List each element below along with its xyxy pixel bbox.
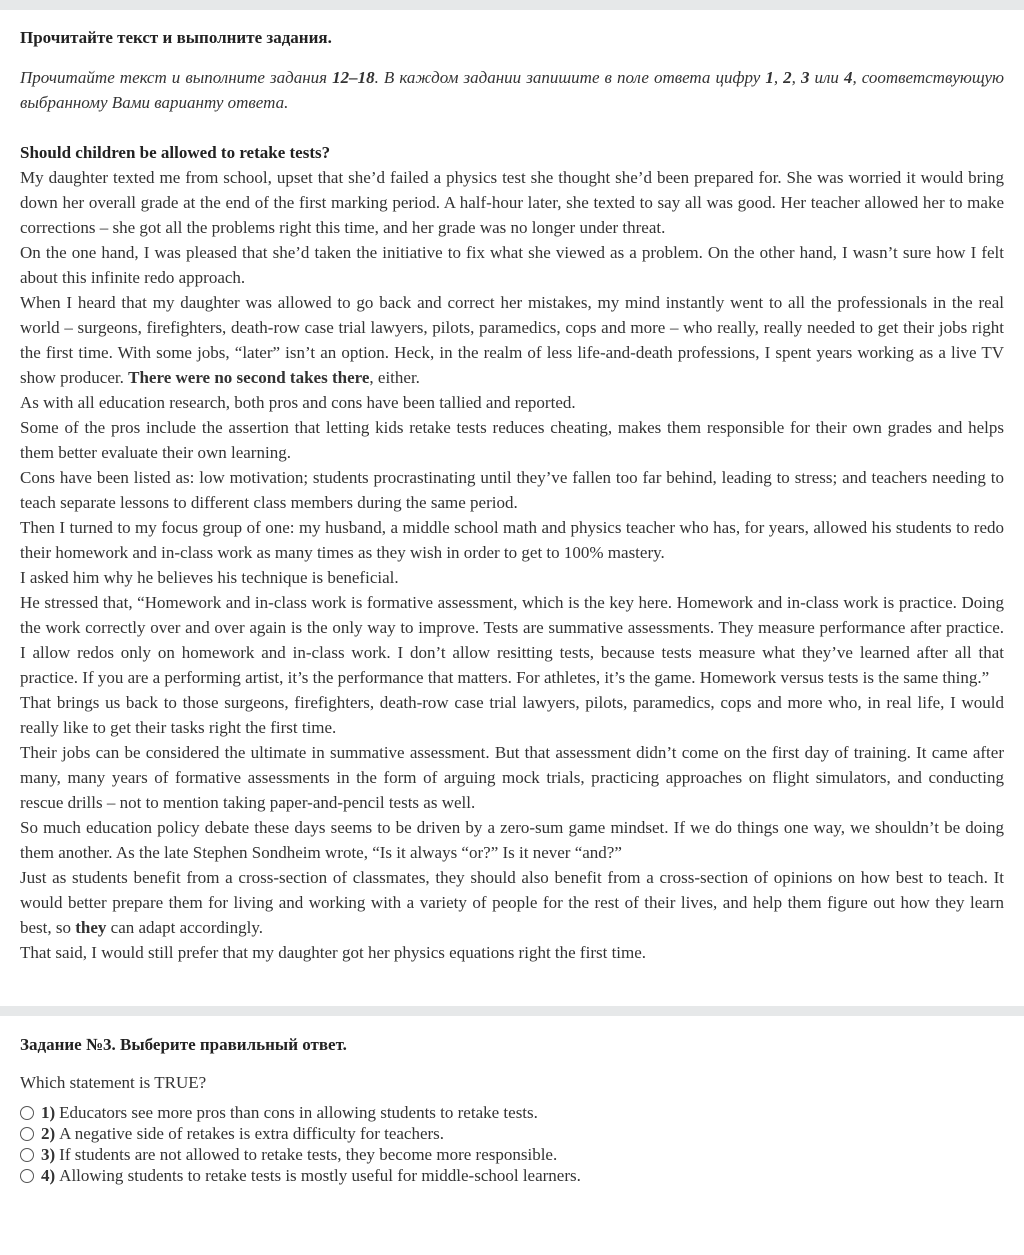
task-section (0, 1016, 1024, 1186)
option-number: 3) (41, 1145, 56, 1164)
article-paragraph: As with all education research, both pros and cons have been tallied and reported. (20, 393, 576, 412)
answer-options (20, 1102, 1004, 1186)
article-paragraph: I asked him why he believes his technique is beneficial. (20, 568, 399, 587)
option-text: Educators see more pros than cons in allowing students to retake tests. (59, 1103, 538, 1122)
article-title: Should children be allowed to retake tests? (20, 143, 331, 162)
task-range: 12–18 (332, 68, 375, 87)
reading-heading: Прочитайте текст и выполните задания. (20, 28, 332, 47)
radio-button-icon[interactable] (20, 1106, 34, 1120)
option-number: 2) (41, 1124, 56, 1143)
section-divider-band (0, 1006, 1024, 1016)
article-paragraph: That brings us back to those surgeons, firefighters, death-row case trial lawyers, pilots, paramedics, cops and more who, in real life, I would really like to get their tasks right the first time. (20, 693, 1004, 737)
option-number: 1) (41, 1103, 56, 1122)
article-paragraph: Some of the pros include the assertion that letting kids retake tests reduces cheating, makes them responsible for their own grades and helps them better evaluate their own learning. (20, 418, 1004, 462)
reading-section (0, 10, 1024, 965)
task-heading: Задание №3. Выберите правильный ответ. (20, 1035, 347, 1054)
radio-button-icon[interactable] (20, 1169, 34, 1183)
option-text: A negative side of retakes is extra difficulty for teachers. (59, 1124, 445, 1143)
article-paragraph: Just as students benefit from a cross-section of classmates, they should also benefit from a cross-section of opinions on how best to teach. It would better prepare them for living and working with a variety of people for the rest of their lives, and help them figure out how they learn best, so they can adapt accordingly. (20, 868, 1004, 937)
answer-option-1[interactable] (20, 1102, 1004, 1123)
article-paragraph: When I heard that my daughter was allowed to go back and correct her mistakes, my mind instantly went to all the professionals in the real world – surgeons, firefighters, death-row case trial lawyers, pilots, paramedics, cops and more – who really, really needed to get their jobs right the first time. With some jobs, “later” isn’t an option. Heck, in the realm of less life-and-death professions, I spent years working as a live TV show producer. There were no second takes there, either. (20, 293, 1004, 387)
article-paragraph: My daughter texted me from school, upset that she’d failed a physics test she thought she’d been prepared for. She was worried it would bring down her overall grade at the end of the first marking period. A half-hour later, she texted to say all was good. Her teacher allowed her to make corrections – she got all the problems right this time, and her grade was no longer under threat. (20, 168, 1004, 237)
answer-option-2[interactable] (20, 1123, 1004, 1144)
top-divider-band (0, 0, 1024, 10)
article-paragraph: He stressed that, “Homework and in-class work is formative assessment, which is the key here. Homework and in-class work is practice. Doing the work correctly over and over again is the only way to improve. Tests are summative assessments. They measure performance after practice. I allow redos only on homework and in-class work. I don’t allow resitting tests, because tests measure what they’ve learned after all that practice. If you are a performing artist, it’s the performance that matters. For athletes, it’s the game. Homework versus tests is the same thing.” (20, 593, 1004, 687)
reading-instruction: Прочитайте текст и выполните задания 12–18. В каждом задании запишите в поле ответа цифру 1, 2, 3 или 4, соответствующую выбранному Вами варианту ответа. (20, 68, 1005, 112)
answer-option-4[interactable] (20, 1165, 1004, 1186)
option-text: If students are not allowed to retake tests, they become more responsible. (59, 1145, 558, 1164)
article-paragraph: So much education policy debate these days seems to be driven by a zero-sum game mindset. If we do things one way, we shouldn’t be doing them another. As the late Stephen Sondheim wrote, “Is it always “or?” Is it never “and?” (20, 818, 1004, 862)
article-paragraph: That said, I would still prefer that my daughter got her physics equations right the first time. (20, 943, 647, 962)
highlighted-word: they (75, 918, 107, 937)
radio-button-icon[interactable] (20, 1127, 34, 1141)
radio-button-icon[interactable] (20, 1148, 34, 1162)
article-paragraph: Then I turned to my focus group of one: my husband, a middle school math and physics teacher who has, for years, allowed his students to redo their homework and in-class work as many times as they wish in order to get to 100% mastery. (20, 518, 1004, 562)
task-question: Which statement is TRUE? (20, 1073, 207, 1092)
article-paragraph: On the one hand, I was pleased that she’d taken the initiative to fix what she viewed as a problem. On the other hand, I wasn’t sure how I felt about this infinite redo approach. (20, 243, 1004, 287)
highlighted-phrase: There were no second takes there (128, 368, 370, 387)
article-paragraph: Their jobs can be considered the ultimate in summative assessment. But that assessment didn’t come on the first day of training. It came after many, many years of formative assessments in the form of arguing mock trials, practicing approaches on flight simulators, and conducting rescue drills – not to mention taking paper-and-pencil tests as well. (20, 743, 1004, 812)
answer-option-3[interactable] (20, 1144, 1004, 1165)
option-text: Allowing students to retake tests is mostly useful for middle-school learners. (59, 1166, 581, 1185)
article-body (20, 165, 1004, 965)
option-number: 4) (41, 1166, 56, 1185)
article-paragraph: Cons have been listed as: low motivation; students procrastinating until they’ve fallen too far behind, leading to stress; and teachers needing to teach separate lessons to different class members during the same period. (20, 468, 1004, 512)
